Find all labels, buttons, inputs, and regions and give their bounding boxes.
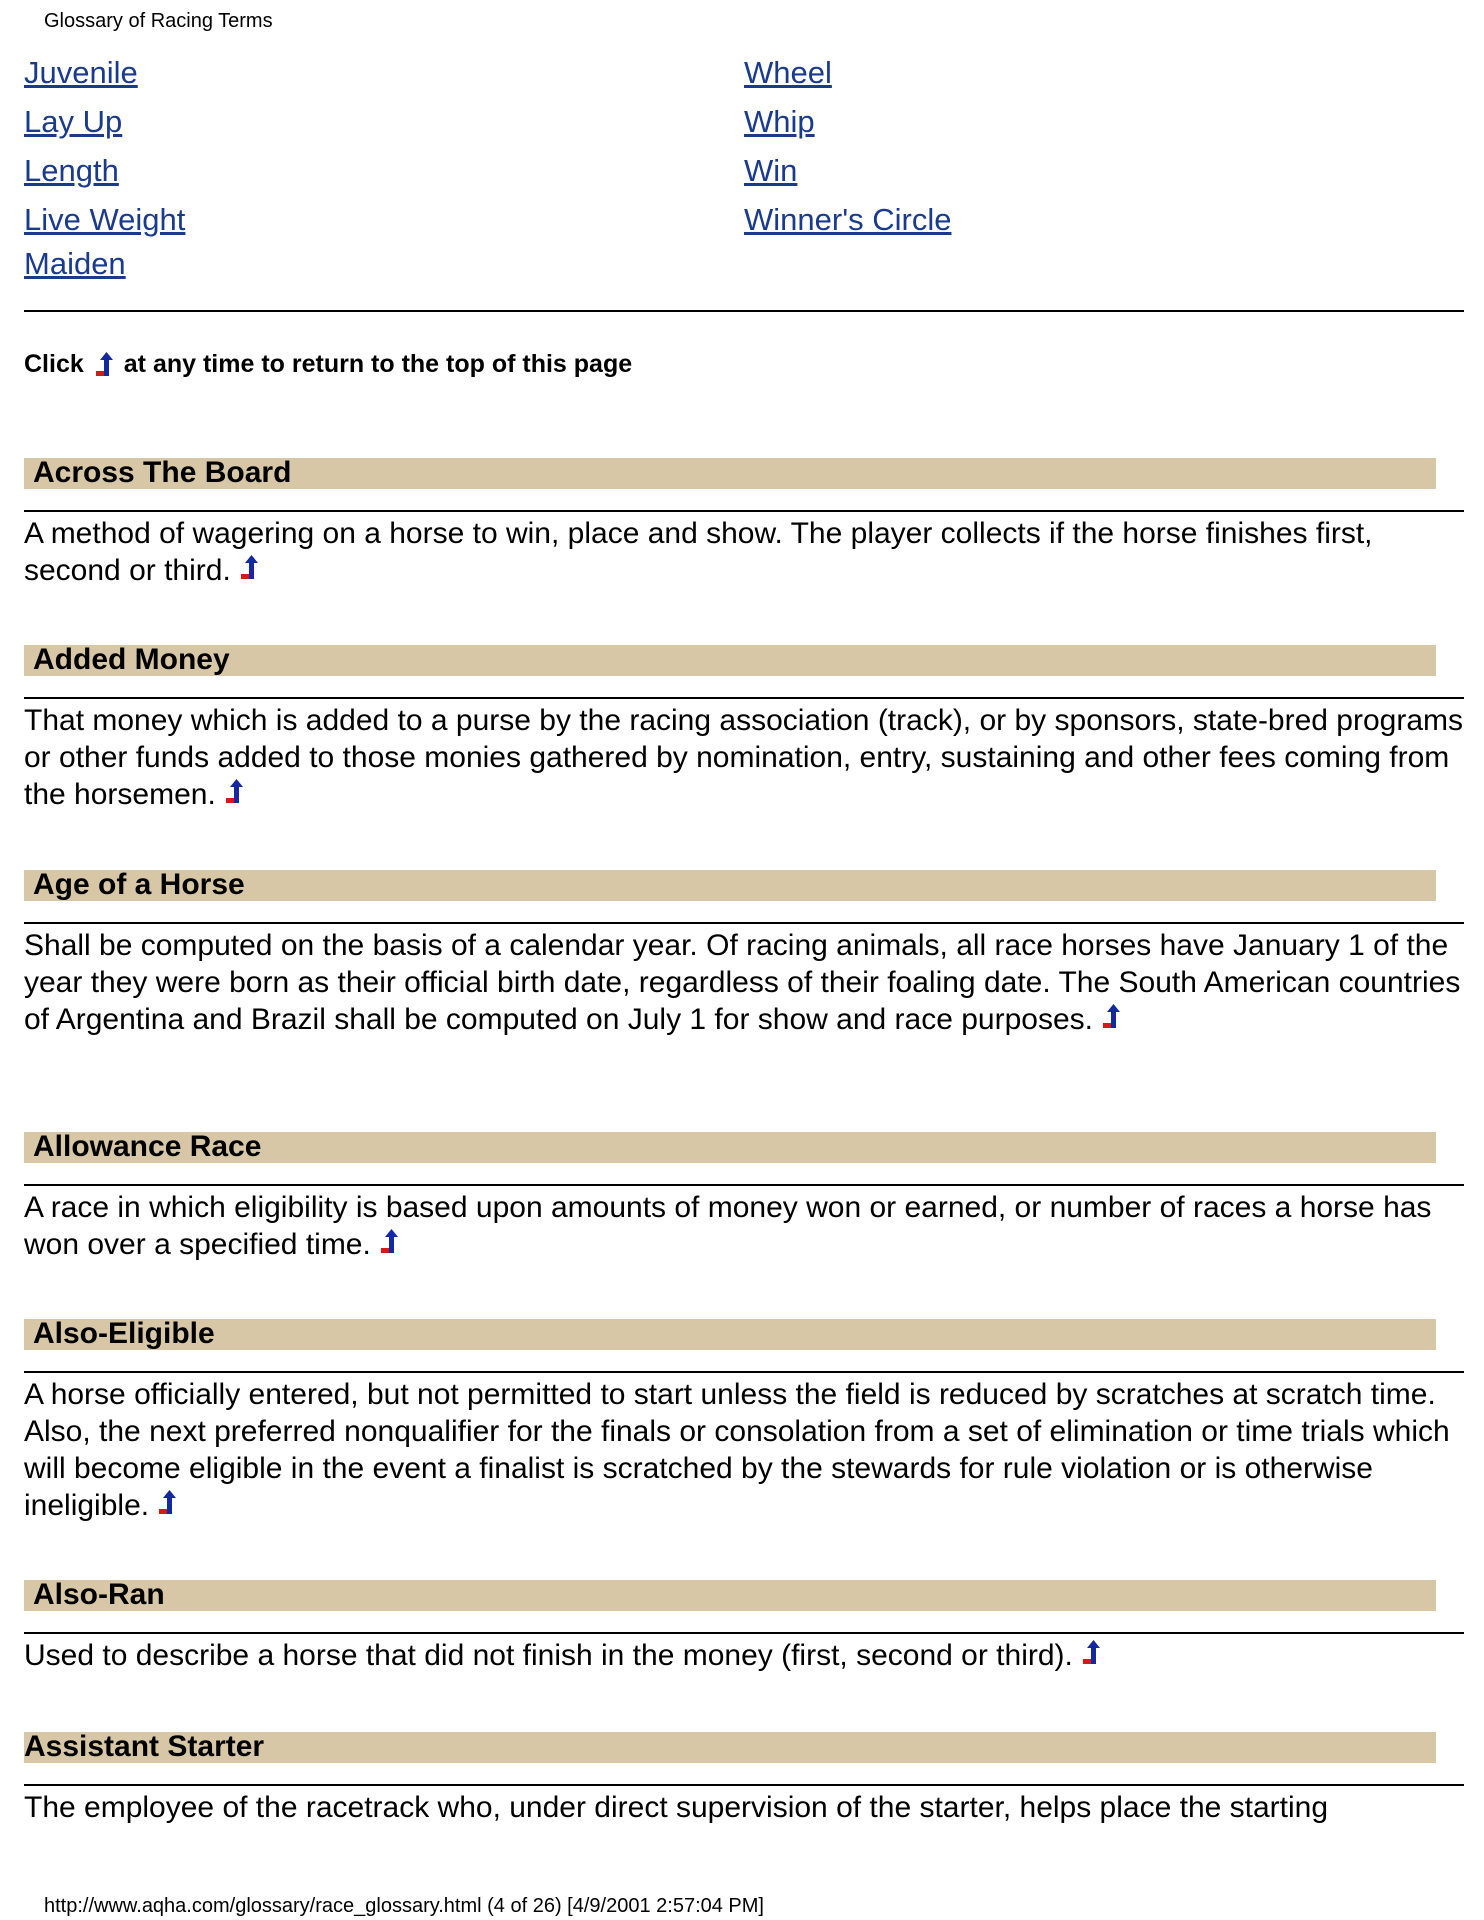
term-definition xyxy=(24,927,1474,1038)
term-definition xyxy=(24,702,1474,813)
index-link-win[interactable]: Win xyxy=(744,153,798,188)
term-title: Age of a Horse xyxy=(33,868,245,901)
divider xyxy=(24,697,1464,699)
term-title: Allowance Race xyxy=(33,1130,262,1163)
term-definition xyxy=(24,1789,1474,1826)
back-to-top-icon[interactable] xyxy=(239,554,259,582)
term-heading xyxy=(24,1319,1436,1350)
term-title: Across The Board xyxy=(33,456,292,489)
term-definition-text: The employee of the racetrack who, under direct supervision of the starter, helps place the starting xyxy=(24,1791,1329,1824)
term-definition-text: That money which is added to a purse by the racing association (track), or by sponsors, state-bred programs or other funds added to those monies gathered by nomination, entry, sustaining and other fees coming from the horsemen. xyxy=(24,704,1464,811)
term-definition xyxy=(24,515,1474,589)
index-link-length[interactable]: Length xyxy=(24,153,119,188)
index-link-lay-up[interactable]: Lay Up xyxy=(24,104,123,139)
back-to-top-icon[interactable] xyxy=(157,1489,177,1517)
back-to-top-icon[interactable] xyxy=(94,351,114,379)
term-title: Also-Eligible xyxy=(33,1317,215,1350)
term-heading xyxy=(24,870,1436,901)
term-definition-text: A race in which eligibility is based upon amounts of money won or earned, or number of races a horse has won over a specified time. xyxy=(24,1191,1432,1261)
term-definition xyxy=(24,1189,1474,1263)
divider xyxy=(24,510,1464,512)
index-link-juvenile[interactable]: Juvenile xyxy=(24,55,138,90)
divider xyxy=(24,1784,1464,1786)
back-to-top-icon[interactable] xyxy=(1081,1639,1101,1667)
term-heading xyxy=(24,645,1436,676)
index-link-live-weight[interactable]: Live Weight xyxy=(24,202,186,237)
divider xyxy=(24,922,1464,924)
back-to-top-icon[interactable] xyxy=(379,1228,399,1256)
term-heading xyxy=(24,1732,1436,1763)
divider xyxy=(24,1371,1464,1373)
term-definition-text: Used to describe a horse that did not finish in the money (first, second or third). xyxy=(24,1639,1073,1672)
index-link-winners-circle[interactable]: Winner's Circle xyxy=(744,202,952,237)
click-note xyxy=(24,350,632,379)
term-index-right-column xyxy=(744,48,951,244)
print-header: Glossary of Racing Terms xyxy=(44,10,273,32)
divider xyxy=(24,1184,1464,1186)
divider xyxy=(24,310,1464,312)
divider xyxy=(24,1632,1464,1634)
term-title: Also-Ran xyxy=(33,1578,165,1611)
term-heading xyxy=(24,458,1436,489)
term-definition-text: Shall be computed on the basis of a calendar year. Of racing animals, all race horses have January 1 of the year they were born as their official birth date, regardless of their foaling date. The South American countries of Argentina and Brazil shall be computed on July 1 for show and race purposes. xyxy=(24,929,1461,1036)
index-link-whip[interactable]: Whip xyxy=(744,104,815,139)
back-to-top-icon[interactable] xyxy=(1101,1003,1121,1031)
term-index-left-column xyxy=(24,48,185,288)
term-heading xyxy=(24,1132,1436,1163)
term-definition-text: A horse officially entered, but not permitted to start unless the field is reduced by scratches at scratch time. Also, the next preferred nonqualifier for the finals or consolation from a set of elimination or time trials which will become eligible in the event a finalist is scratched by the stewards for rule violation or is otherwise ineligible. xyxy=(24,1378,1450,1522)
term-heading xyxy=(24,1580,1436,1611)
index-link-maiden[interactable]: Maiden xyxy=(24,246,126,281)
term-title: Assistant Starter xyxy=(24,1730,265,1763)
click-note-suffix: at any time to return to the top of this page xyxy=(123,350,633,378)
term-title: Added Money xyxy=(33,643,230,676)
click-note-prefix: Click xyxy=(24,350,84,378)
term-definition xyxy=(24,1637,1474,1674)
back-to-top-icon[interactable] xyxy=(224,778,244,806)
term-definition xyxy=(24,1376,1474,1524)
term-definition-text: A method of wagering on a horse to win, place and show. The player collects if the horse finishes first, second or third. xyxy=(24,517,1373,587)
index-link-wheel[interactable]: Wheel xyxy=(744,55,832,90)
print-footer: http://www.aqha.com/glossary/race_glossary.html (4 of 26) [4/9/2001 2:57:04 PM] xyxy=(44,1895,764,1917)
